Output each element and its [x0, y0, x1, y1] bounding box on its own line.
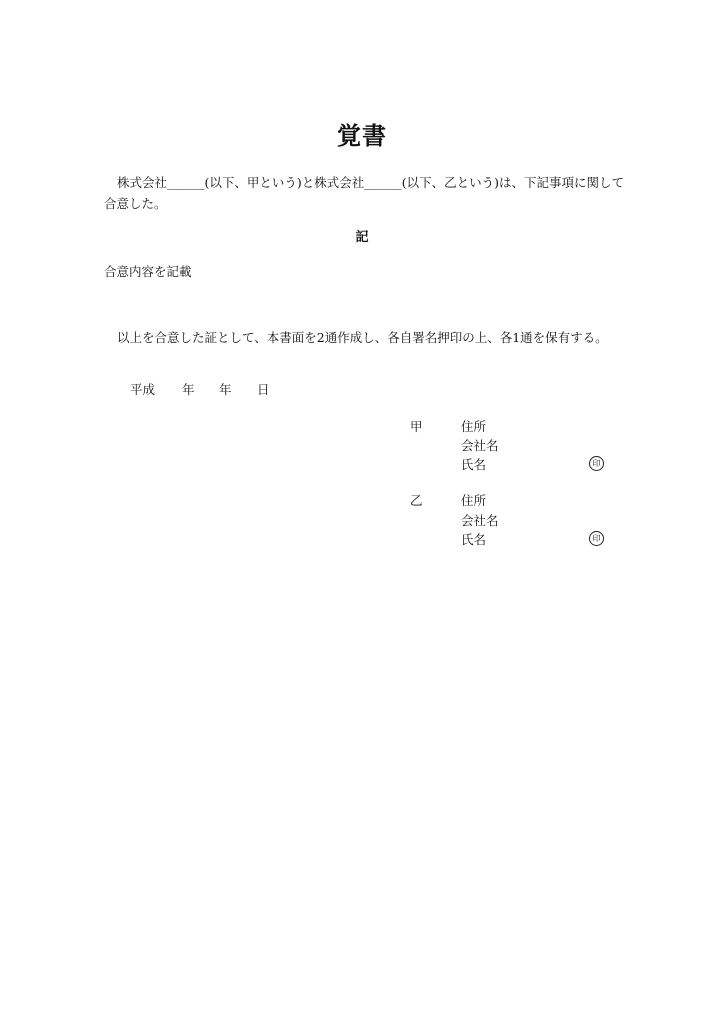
date-era: 平成: [130, 382, 156, 397]
person-name-label: 氏名: [461, 457, 487, 472]
company-name-label: 会社名: [461, 438, 499, 453]
seal-mark-icon: 印: [589, 456, 604, 471]
person-name-label: 氏名: [461, 532, 487, 547]
document-title: 覚書: [337, 121, 387, 150]
date-year-label: 年: [182, 382, 195, 397]
agreement-content-placeholder: 合意内容を記載: [104, 264, 192, 279]
address-label: 住所: [461, 419, 487, 434]
party-label: 甲: [410, 419, 423, 434]
address-label: 住所: [461, 493, 487, 508]
party-label: 乙: [410, 493, 423, 508]
date-month-label: 年: [219, 382, 232, 397]
date-day-label: 日: [257, 382, 270, 397]
intro-paragraph: 株式会社______(以下、甲という)と株式会社______(以下、乙という)は、下記事項に関して合意した。: [104, 175, 625, 211]
closing-paragraph: 以上を合意した証として、本書面を2通作成し、各自署名押印の上、各1通を保有する。: [117, 330, 608, 345]
company-name-label: 会社名: [461, 513, 499, 528]
ki-heading: 記: [355, 230, 369, 245]
seal-mark-icon: 印: [589, 531, 604, 546]
